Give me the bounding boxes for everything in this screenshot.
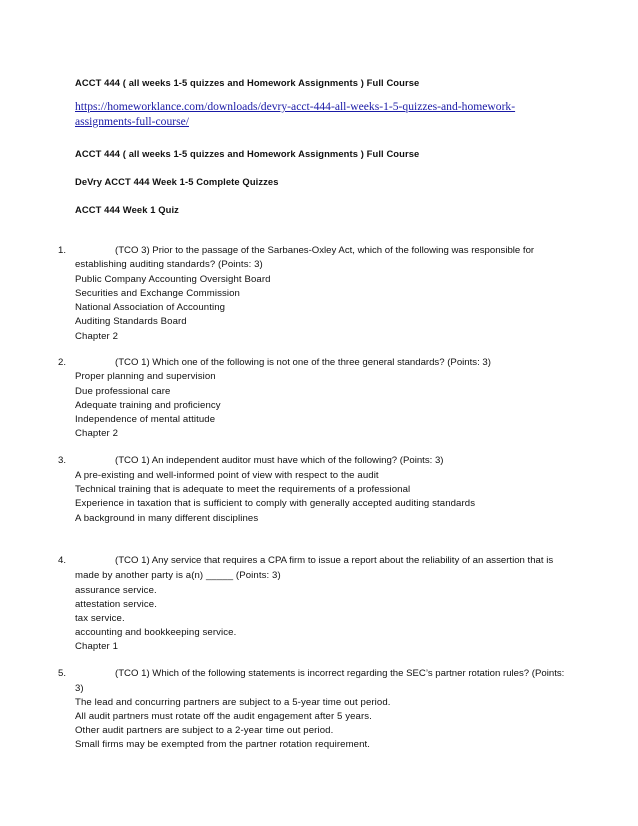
quizzes-heading: DeVry ACCT 444 Week 1-5 Complete Quizzes: [75, 176, 279, 187]
question-text: (TCO 1) Which one of the following is not one of the three general standards? (Points: 3): [115, 357, 491, 368]
question-text: (TCO 1) Any service that requires a CPA firm to issue a report about the reliability of an assertion that is: [115, 555, 554, 566]
answer-option: The lead and concurring partners are subject to a 5-year time out period.: [75, 697, 391, 708]
course-link-line1[interactable]: https://homeworklance.com/downloads/devry-acct-444-all-weeks-1-5-quizzes-and-homework-: [75, 100, 516, 113]
answer-option: Other audit partners are subject to a 2-year time out period.: [75, 725, 334, 736]
answer-option: Proper planning and supervision: [75, 371, 216, 382]
question-number: 2.: [58, 357, 67, 368]
question-text-cont: 3): [75, 683, 84, 694]
answer-option: tax service.: [75, 613, 125, 624]
question-number: 1.: [58, 245, 67, 256]
answer-option: A pre-existing and well-informed point of view with respect to the audit: [75, 470, 379, 481]
question-number: 5.: [58, 668, 67, 679]
doc-title: ACCT 444 ( all weeks 1-5 quizzes and Homework Assignments ) Full Course: [75, 77, 420, 88]
answer-option: assurance service.: [75, 585, 157, 596]
answer-option: Independence of mental attitude: [75, 414, 216, 425]
doc-subtitle: ACCT 444 ( all weeks 1-5 quizzes and Homework Assignments ) Full Course: [75, 148, 420, 159]
answer-option: Public Company Accounting Oversight Board: [75, 274, 271, 285]
course-link-line2[interactable]: assignments-full-course/: [75, 115, 189, 128]
answer-option: Due professional care: [75, 386, 171, 397]
answer-option: Securities and Exchange Commission: [75, 288, 240, 299]
question-text-cont: made by another party is a(n) _____ (Points: 3): [75, 570, 281, 581]
chapter-ref: Chapter 2: [75, 331, 119, 342]
quiz-heading: ACCT 444 Week 1 Quiz: [75, 204, 179, 215]
course-link[interactable]: [75, 99, 535, 129]
question-text-cont: establishing auditing standards? (Points: 3): [75, 259, 263, 270]
answer-option: Adequate training and proficiency: [75, 400, 221, 411]
answer-option: All audit partners must rotate off the audit engagement after 5 years.: [75, 711, 372, 722]
question-number: 4.: [58, 555, 67, 566]
question-text: (TCO 1) Which of the following statements is incorrect regarding the SEC’s partner rotation rules? (Points:: [115, 668, 565, 679]
answer-option: attestation service.: [75, 599, 157, 610]
answer-option: National Association of Accounting: [75, 302, 226, 313]
answer-option: Auditing Standards Board: [75, 316, 187, 327]
chapter-ref: Chapter 2: [75, 428, 119, 439]
answer-option: Small firms may be exempted from the partner rotation requirement.: [75, 739, 371, 750]
question-text: (TCO 3) Prior to the passage of the Sarbanes-Oxley Act, which of the following was responsible for: [115, 245, 535, 256]
answer-option: Technical training that is adequate to meet the requirements of a professional: [75, 484, 411, 495]
answer-option: accounting and bookkeeping service.: [75, 627, 237, 638]
question-text: (TCO 1) An independent auditor must have which of the following? (Points: 3): [115, 455, 444, 466]
answer-option: Experience in taxation that is sufficient to comply with generally accepted auditing standards: [75, 498, 476, 509]
chapter-ref: Chapter 1: [75, 641, 119, 652]
answer-option: A background in many different disciplines: [75, 513, 259, 524]
question-number: 3.: [58, 455, 67, 466]
